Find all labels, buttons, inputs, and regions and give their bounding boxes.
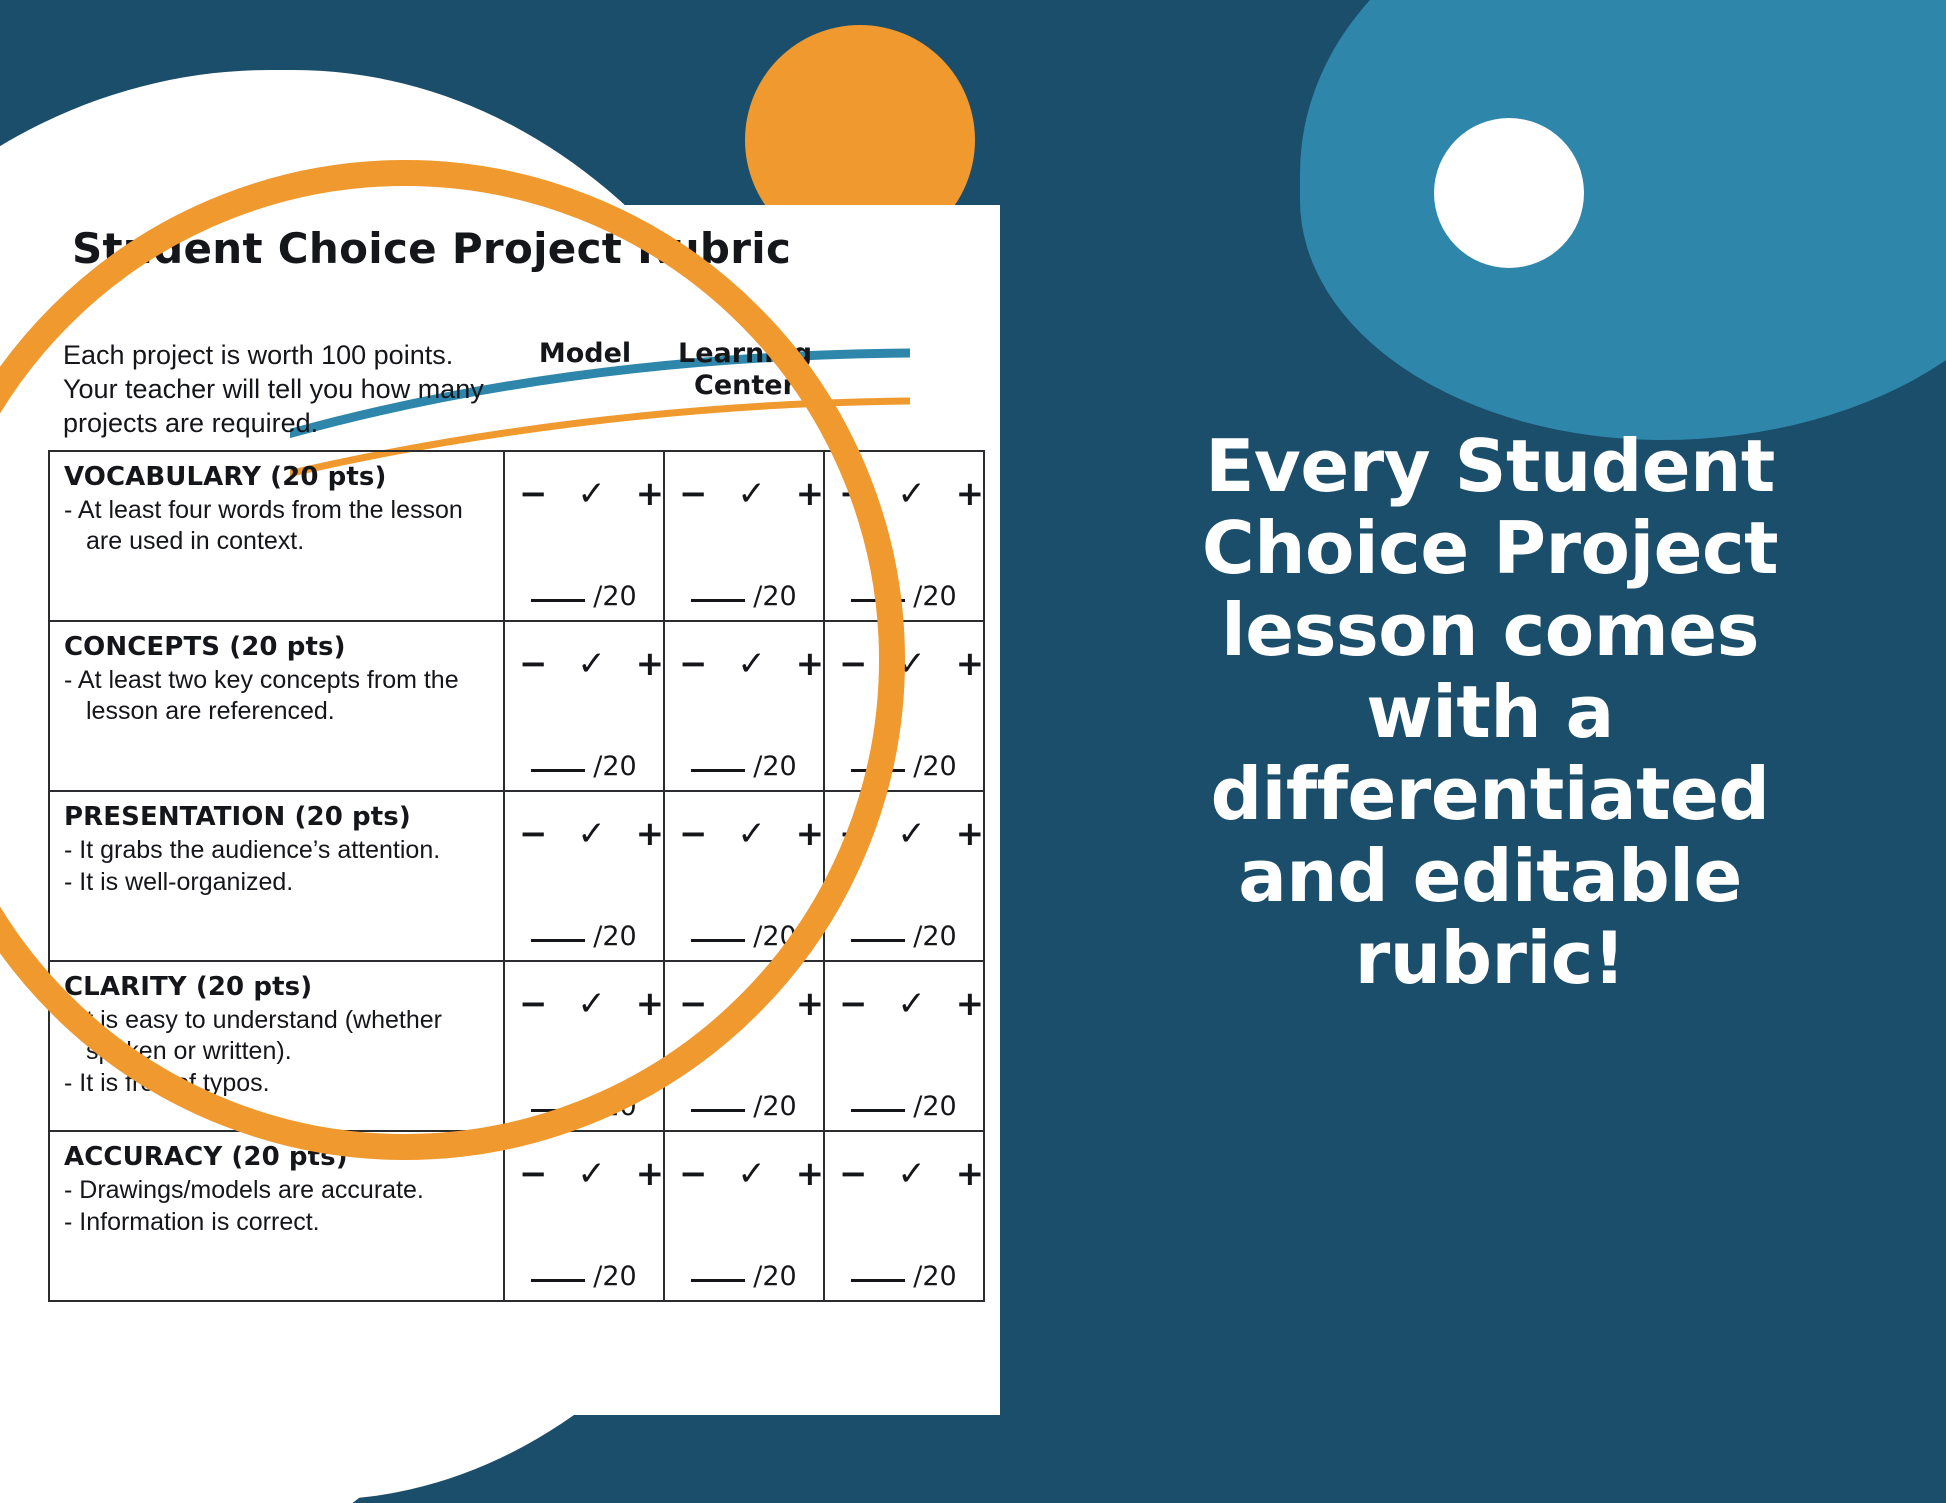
score-cell-third[interactable] bbox=[824, 1131, 994, 1301]
criterion-accuracy bbox=[49, 1131, 504, 1301]
score-points bbox=[665, 921, 823, 952]
table-row bbox=[49, 621, 984, 791]
score-points bbox=[505, 751, 663, 782]
score-blank[interactable] bbox=[691, 1109, 745, 1112]
score-cell-third[interactable] bbox=[824, 791, 994, 961]
table-row bbox=[49, 791, 984, 961]
score-blank[interactable] bbox=[691, 1279, 745, 1282]
score-marks[interactable]: − ✓ + bbox=[519, 474, 674, 515]
score-blank[interactable] bbox=[851, 1109, 905, 1112]
score-total: /20 bbox=[593, 921, 637, 953]
score-cell-learning-center[interactable] bbox=[664, 1131, 834, 1301]
score-points bbox=[665, 581, 823, 612]
score-blank[interactable] bbox=[851, 1279, 905, 1282]
score-points bbox=[825, 581, 983, 612]
criterion-detail: - It is free of typos. bbox=[64, 1069, 270, 1098]
score-total: /20 bbox=[593, 581, 637, 613]
score-cell-third[interactable] bbox=[824, 621, 994, 791]
criterion-clarity bbox=[49, 961, 504, 1131]
score-marks[interactable]: − ✓ + bbox=[679, 814, 834, 855]
score-marks[interactable]: − ✓ + bbox=[679, 984, 834, 1025]
rubric-title: Student Choice Project Rubric bbox=[72, 224, 792, 273]
score-cell-third[interactable] bbox=[824, 451, 994, 621]
criterion-name: CONCEPTS (20 pts) bbox=[64, 632, 346, 663]
table-header-row bbox=[49, 328, 984, 451]
score-marks[interactable]: − ✓ + bbox=[519, 644, 674, 685]
criterion-name: CLARITY (20 pts) bbox=[64, 972, 313, 1003]
score-total: /20 bbox=[753, 751, 797, 783]
score-total: /20 bbox=[753, 1091, 797, 1123]
score-marks[interactable]: − ✓ + bbox=[839, 1154, 994, 1195]
score-marks[interactable]: − ✓ + bbox=[519, 814, 674, 855]
score-blank[interactable] bbox=[691, 769, 745, 772]
criterion-presentation bbox=[49, 791, 504, 961]
column-header-learning-center: Learning Center bbox=[678, 338, 813, 402]
table-row bbox=[49, 961, 984, 1131]
criterion-detail: - It is easy to understand (whether spoken or written). bbox=[64, 1006, 442, 1066]
score-marks[interactable]: − ✓ + bbox=[679, 474, 834, 515]
score-blank[interactable] bbox=[691, 939, 745, 942]
score-blank[interactable] bbox=[851, 939, 905, 942]
score-points bbox=[825, 921, 983, 952]
table-row bbox=[49, 451, 984, 621]
score-marks[interactable]: − ✓ + bbox=[519, 984, 674, 1025]
score-marks[interactable]: − ✓ + bbox=[839, 644, 994, 685]
score-cell-model[interactable] bbox=[504, 791, 674, 961]
score-cell-learning-center[interactable] bbox=[664, 791, 834, 961]
score-blank[interactable] bbox=[691, 599, 745, 602]
criterion-detail: - At least four words from the lesson are used in context. bbox=[64, 496, 463, 556]
score-total: /20 bbox=[913, 751, 957, 783]
rubric-table bbox=[48, 328, 994, 1302]
score-points bbox=[505, 581, 663, 612]
criterion-name: PRESENTATION (20 pts) bbox=[64, 802, 411, 833]
criterion-concepts bbox=[49, 621, 504, 791]
score-total: /20 bbox=[753, 581, 797, 613]
criterion-name: VOCABULARY (20 pts) bbox=[64, 462, 387, 493]
score-blank[interactable] bbox=[531, 1109, 585, 1112]
score-cell-model[interactable] bbox=[504, 451, 674, 621]
score-blank[interactable] bbox=[531, 1279, 585, 1282]
criterion-detail: - It is well-organized. bbox=[64, 868, 294, 897]
score-blank[interactable] bbox=[531, 769, 585, 772]
score-cell-model[interactable] bbox=[504, 1131, 674, 1301]
rubric-intro: Each project is worth 100 points. Your teacher will tell you how many projects are required. bbox=[63, 340, 484, 439]
score-marks[interactable]: − ✓ + bbox=[839, 814, 994, 855]
white-circle-decoration bbox=[1434, 118, 1584, 268]
criterion-detail: - Information is correct. bbox=[64, 1208, 320, 1237]
criterion-detail: - Drawings/models are accurate. bbox=[64, 1176, 424, 1205]
score-marks[interactable]: − ✓ + bbox=[679, 644, 834, 685]
score-blank[interactable] bbox=[531, 939, 585, 942]
score-blank[interactable] bbox=[851, 599, 905, 602]
score-points bbox=[825, 751, 983, 782]
column-header-model: Model bbox=[538, 338, 632, 370]
score-cell-learning-center[interactable] bbox=[664, 961, 834, 1131]
score-marks[interactable]: − ✓ + bbox=[679, 1154, 834, 1195]
score-total: /20 bbox=[913, 1261, 957, 1293]
score-points bbox=[825, 1091, 983, 1122]
score-total: /20 bbox=[913, 581, 957, 613]
score-marks[interactable]: − ✓ + bbox=[519, 1154, 674, 1195]
score-points bbox=[665, 1091, 823, 1122]
criterion-detail: - At least two key concepts from the lesson are referenced. bbox=[64, 666, 459, 726]
criterion-name: ACCURACY (20 pts) bbox=[64, 1142, 348, 1173]
criterion-vocabulary bbox=[49, 451, 504, 621]
score-points bbox=[505, 1091, 663, 1122]
score-total: /20 bbox=[593, 1261, 637, 1293]
score-total: /20 bbox=[593, 1091, 637, 1123]
score-total: /20 bbox=[593, 751, 637, 783]
score-points bbox=[505, 1261, 663, 1292]
score-total: /20 bbox=[913, 921, 957, 953]
score-points bbox=[505, 921, 663, 952]
rubric-document bbox=[0, 205, 1000, 1415]
column-header-third bbox=[824, 328, 984, 451]
score-total: /20 bbox=[753, 921, 797, 953]
score-cell-model[interactable] bbox=[504, 621, 674, 791]
score-marks[interactable]: − ✓ + bbox=[839, 984, 994, 1025]
score-cell-third[interactable] bbox=[824, 961, 994, 1131]
score-points bbox=[665, 751, 823, 782]
headline-text: Every Student Choice Project lesson comes with a differentiated and editable rubric! bbox=[1201, 424, 1779, 1001]
score-cell-learning-center[interactable] bbox=[664, 621, 834, 791]
score-marks[interactable]: − ✓ + bbox=[839, 474, 994, 515]
score-blank[interactable] bbox=[851, 769, 905, 772]
score-total: /20 bbox=[753, 1261, 797, 1293]
score-cell-model[interactable] bbox=[504, 961, 674, 1131]
score-total: /20 bbox=[913, 1091, 957, 1123]
score-cell-learning-center[interactable] bbox=[664, 451, 834, 621]
table-row bbox=[49, 1131, 984, 1301]
score-blank[interactable] bbox=[531, 599, 585, 602]
score-points bbox=[825, 1261, 983, 1292]
score-points bbox=[665, 1261, 823, 1292]
criterion-detail: - It grabs the audience’s attention. bbox=[64, 836, 441, 865]
